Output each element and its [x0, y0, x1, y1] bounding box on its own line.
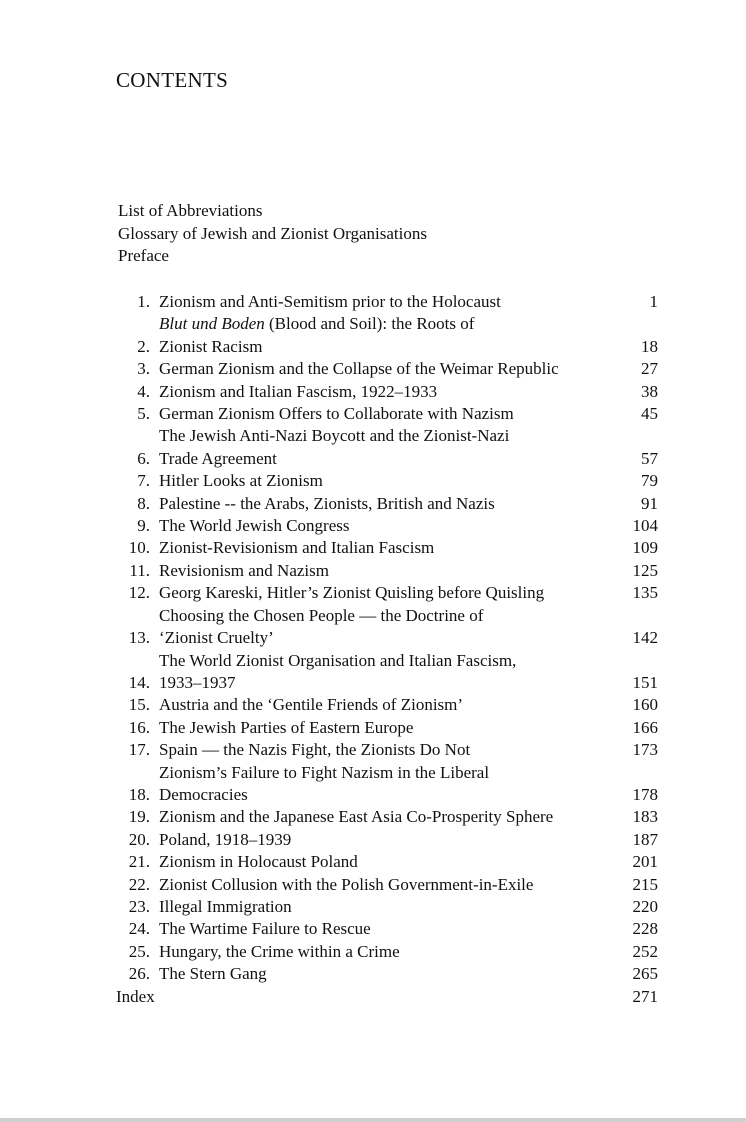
- toc-entry: [116, 694, 658, 716]
- chapter-title: [150, 381, 612, 403]
- chapter-title-text: Trade Agreement: [159, 448, 277, 468]
- chapter-title-line: [150, 448, 612, 470]
- chapter-title-line: [150, 358, 612, 380]
- chapter-page-number: 173: [632, 740, 658, 760]
- chapter-title-line: [150, 381, 612, 403]
- chapter-page-number: 57: [641, 448, 658, 468]
- chapter-title-text: The World Zionist Organisation and Italian Fascism,: [159, 650, 517, 670]
- toc-entry: [116, 762, 658, 807]
- chapter-title-line: [150, 470, 612, 492]
- chapter-page-number: 135: [632, 583, 658, 603]
- chapter-page-number: 166: [632, 717, 658, 737]
- chapter-title-text: Blut und Boden (Blood and Soil): the Roots of: [159, 314, 475, 334]
- toc-entry: [116, 851, 658, 873]
- chapter-title-line: [150, 672, 612, 694]
- chapter-title: [150, 694, 612, 716]
- chapter-number: 2.: [137, 336, 150, 356]
- chapter-title: [150, 896, 612, 918]
- chapter-number: 7.: [137, 471, 150, 491]
- toc-entry: [116, 537, 658, 559]
- toc-entry: [116, 605, 658, 650]
- chapter-title-text: Spain — the Nazis Fight, the Zionists Do Not: [159, 740, 471, 760]
- chapter-title-line: [150, 336, 612, 358]
- chapter-title: [150, 470, 612, 492]
- chapter-number: 23.: [128, 896, 150, 916]
- chapter-number: 15.: [128, 695, 150, 715]
- chapter-number: 13.: [128, 628, 150, 648]
- chapter-page-number: 228: [632, 919, 658, 939]
- chapter-title: [150, 717, 612, 739]
- chapter-page-number: 178: [632, 784, 658, 804]
- italic-phrase: Blut und Boden: [159, 314, 265, 334]
- contents-heading: CONTENTS: [116, 68, 229, 92]
- toc-entry: [116, 650, 658, 695]
- chapter-number: 18.: [128, 784, 150, 804]
- toc-entry: [116, 739, 658, 761]
- toc-entry: [116, 403, 658, 425]
- chapter-number: 20.: [128, 829, 150, 849]
- chapter-number: 24.: [128, 919, 150, 939]
- chapter-title-text: German Zionism Offers to Collaborate with Nazism: [159, 404, 514, 424]
- toc-entry: [116, 560, 658, 582]
- chapter-title: [150, 941, 612, 963]
- chapter-title: [150, 291, 612, 313]
- chapter-title: [150, 537, 612, 559]
- toc-entry: [116, 515, 658, 537]
- chapter-title-text: Zionist Collusion with the Polish Government-in-Exile: [159, 874, 534, 894]
- chapter-number: 21.: [128, 852, 150, 872]
- chapter-title-text: Palestine -- the Arabs, Zionists, British and Nazis: [159, 493, 495, 513]
- chapter-title: [150, 403, 612, 425]
- chapter-title-line: [150, 963, 612, 985]
- chapter-title: [150, 493, 612, 515]
- chapter-title-line: [150, 627, 612, 649]
- chapter-page-number: 1: [649, 292, 658, 311]
- toc-entry: [116, 918, 658, 940]
- chapter-title-text: Choosing the Chosen People — the Doctrine of: [159, 605, 484, 625]
- chapter-page-number: 265: [632, 964, 658, 984]
- chapter-title: [150, 806, 612, 828]
- chapter-title: [150, 560, 612, 582]
- chapter-page-number: 252: [632, 941, 658, 961]
- chapter-page-number: 183: [632, 807, 658, 827]
- chapter-title-text: Illegal Immigration: [159, 896, 292, 916]
- chapter-title: [150, 425, 612, 470]
- chapter-page-number: 27: [641, 359, 658, 379]
- chapter-number: 17.: [128, 740, 150, 760]
- chapter-number: 10.: [128, 538, 150, 558]
- toc-entry: [116, 425, 658, 470]
- chapter-title: [150, 582, 612, 604]
- chapter-title-line: [150, 537, 612, 559]
- chapter-page-number: 151: [632, 672, 658, 692]
- toc-entry: [116, 291, 658, 313]
- chapter-title-line: [150, 493, 612, 515]
- chapter-title-line: [150, 291, 612, 313]
- chapter-title: [150, 515, 612, 537]
- chapter-number: 8.: [137, 493, 150, 513]
- chapter-title-line: [150, 829, 612, 851]
- toc-entry: [116, 963, 658, 985]
- chapter-title-text: The World Jewish Congress: [159, 516, 350, 536]
- chapter-page-number: 18: [641, 336, 658, 356]
- chapter-title: [150, 313, 612, 358]
- chapter-title-text: Poland, 1918–1939: [159, 829, 292, 849]
- chapter-title-text: Zionism and the Japanese East Asia Co-Prosperity Sphere: [159, 807, 554, 827]
- chapter-number: 4.: [137, 381, 150, 401]
- chapter-title-line: [150, 784, 612, 806]
- chapter-number: 14.: [128, 672, 150, 692]
- chapter-title-line: [150, 896, 612, 918]
- table-of-contents: [116, 291, 658, 1008]
- chapter-title: [150, 605, 612, 650]
- chapter-title-text: Revisionism and Nazism: [159, 560, 329, 580]
- chapter-title-line: [150, 851, 612, 873]
- chapter-title: [150, 739, 612, 761]
- front-matter-list: [118, 200, 427, 268]
- toc-entry: [116, 896, 658, 918]
- chapter-title-line: [150, 403, 612, 425]
- chapter-title-text: The Stern Gang: [159, 964, 267, 984]
- toc-entry: [116, 829, 658, 851]
- toc-entry: [116, 874, 658, 896]
- chapter-title: [150, 650, 612, 695]
- chapter-title-line: [150, 694, 612, 716]
- chapter-title-text: Zionism’s Failure to Fight Nazism in the Liberal: [159, 762, 490, 782]
- chapter-title-line: [150, 762, 612, 784]
- chapter-number: 6.: [137, 448, 150, 468]
- chapter-number: 11.: [129, 560, 150, 580]
- chapter-number: 3.: [137, 359, 150, 379]
- toc-entry: [116, 358, 658, 380]
- chapter-title-line: [150, 918, 612, 940]
- toc-entry: [116, 806, 658, 828]
- index-label: Index: [116, 986, 155, 1006]
- chapter-title-text: The Jewish Anti-Nazi Boycott and the Zionist-Nazi: [159, 426, 510, 446]
- index-page-number: 271: [632, 986, 658, 1006]
- chapter-page-number: 187: [632, 829, 658, 849]
- chapter-page-number: 125: [632, 560, 658, 580]
- chapter-page-number: 160: [632, 695, 658, 715]
- chapter-page-number: 215: [632, 874, 658, 894]
- chapter-number: 26.: [128, 964, 150, 984]
- chapter-title-text: The Jewish Parties of Eastern Europe: [159, 717, 414, 737]
- chapter-title-line: [150, 560, 612, 582]
- chapter-title-text: Zionism in Holocaust Poland: [159, 852, 358, 872]
- toc-entry: [116, 493, 658, 515]
- chapter-page-number: 91: [641, 493, 658, 513]
- chapter-title-text: The Wartime Failure to Rescue: [159, 919, 371, 939]
- chapter-title-line: [150, 806, 612, 828]
- chapter-title: [150, 874, 612, 896]
- front-matter-item: List of Abbreviations: [118, 201, 263, 220]
- chapter-title: [150, 829, 612, 851]
- chapter-title-line: [150, 605, 612, 627]
- toc-entry: [116, 941, 658, 963]
- page-bottom-edge: [0, 1118, 746, 1122]
- chapter-number: 16.: [128, 717, 150, 737]
- chapter-title: [150, 963, 612, 985]
- chapter-page-number: 142: [632, 628, 658, 648]
- chapter-title-text: Zionism and Anti-Semitism prior to the Holocaust: [159, 292, 501, 311]
- front-matter-item: Glossary of Jewish and Zionist Organisations: [118, 223, 427, 243]
- chapter-number: 22.: [128, 874, 150, 894]
- toc-entry: [116, 470, 658, 492]
- front-matter-item: Preface: [118, 246, 169, 265]
- chapter-title-text: Georg Kareski, Hitler’s Zionist Quisling before Quisling: [159, 583, 545, 603]
- chapter-title-line: [150, 425, 612, 447]
- chapter-page-number: 38: [641, 381, 658, 401]
- chapter-title-line: [150, 941, 612, 963]
- chapter-title-text: Zionist Racism: [159, 336, 263, 356]
- chapter-number: 5.: [137, 404, 150, 424]
- chapter-number: 25.: [128, 941, 150, 961]
- toc-entry: [116, 381, 658, 403]
- chapter-number: 1.: [137, 292, 150, 311]
- chapter-title: [150, 918, 612, 940]
- chapter-title-text: Austria and the ‘Gentile Friends of Zionism’: [159, 695, 464, 715]
- chapter-title-line: [150, 650, 612, 672]
- chapter-page-number: 109: [632, 538, 658, 558]
- chapter-title-text: 1933–1937: [159, 672, 236, 692]
- chapter-title-text: Zionism and Italian Fascism, 1922–1933: [159, 381, 438, 401]
- chapter-title-line: [150, 874, 612, 896]
- chapter-title-text: Zionist-Revisionism and Italian Fascism: [159, 538, 435, 558]
- chapter-title: [150, 358, 612, 380]
- chapter-number: 12.: [128, 583, 150, 603]
- chapter-page-number: 201: [632, 852, 658, 872]
- chapter-title-line: [150, 739, 612, 761]
- chapter-number: 9.: [137, 516, 150, 536]
- chapter-title-line: [150, 313, 612, 335]
- toc-entry-index: [116, 986, 658, 1008]
- chapter-page-number: 79: [641, 471, 658, 491]
- chapter-title-line: [150, 582, 612, 604]
- chapter-title: [150, 851, 612, 873]
- chapter-page-number: 104: [632, 516, 658, 536]
- chapter-title-text: Hitler Looks at Zionism: [159, 471, 323, 491]
- chapter-number: 19.: [128, 807, 150, 827]
- chapter-page-number: 45: [641, 404, 658, 424]
- chapter-page-number: 220: [632, 896, 658, 916]
- chapter-title-text: German Zionism and the Collapse of the Weimar Republic: [159, 359, 559, 379]
- toc-entry: [116, 582, 658, 604]
- chapter-title-text: ‘Zionist Cruelty’: [159, 628, 274, 648]
- chapter-title-line: [150, 717, 612, 739]
- toc-entry: [116, 717, 658, 739]
- toc-entry: [116, 313, 658, 358]
- chapter-title-text: Hungary, the Crime within a Crime: [159, 941, 400, 961]
- chapter-title-line: [150, 515, 612, 537]
- chapter-title: [150, 762, 612, 807]
- chapter-title-text: Democracies: [159, 784, 248, 804]
